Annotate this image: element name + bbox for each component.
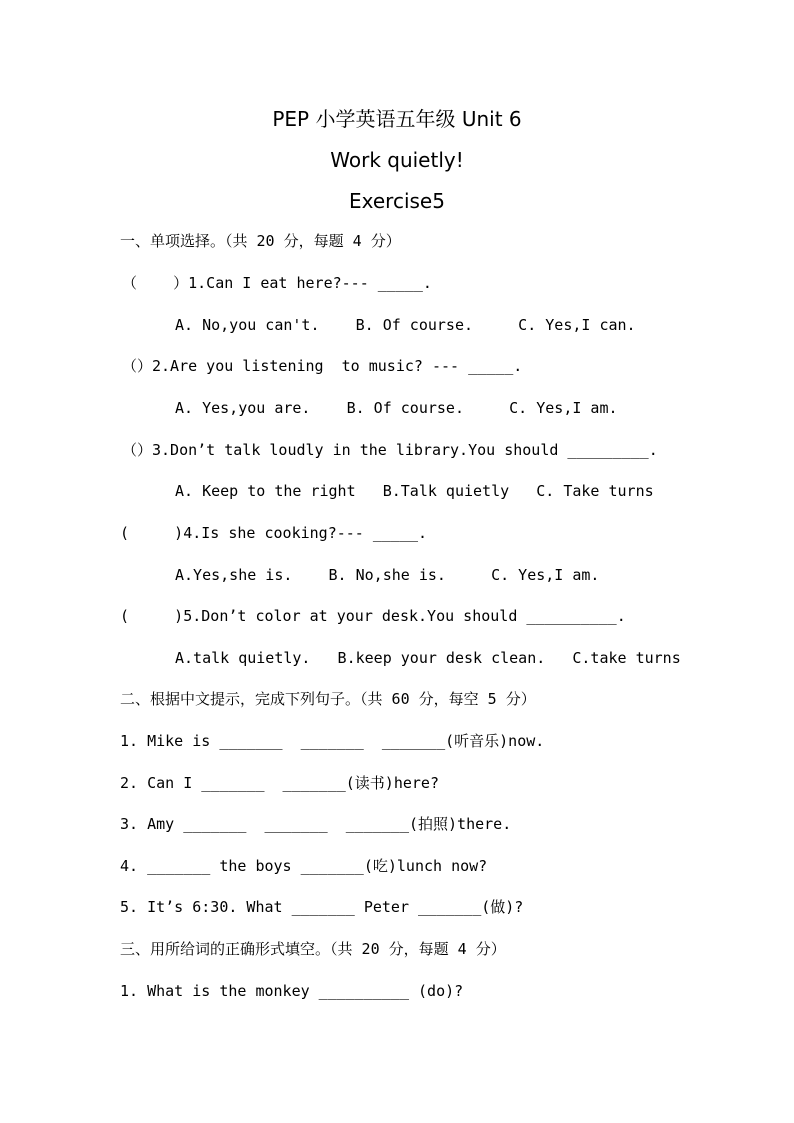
question-1-options: A. No,you can't. B. Of course. C. Yes,I can. [175, 316, 636, 334]
section3-item-1: 1. What is the monkey __________ (do)? [120, 982, 464, 1000]
unit-subtitle: Work quietly! [330, 148, 464, 172]
section2-item-4: 4. _______ the boys _______(吃)lunch now? [120, 857, 488, 875]
exercise-label: Exercise5 [349, 189, 445, 213]
question-3-stem: （）3.Don’t talk loudly in the library.You should _________. [122, 441, 658, 459]
question-5-options: A.talk quietly. B.keep your desk clean. C.take turns [175, 649, 681, 667]
question-4-stem: ( )4.Is she cooking?--- _____. [120, 524, 428, 542]
section1-heading: 一、单项选择。（共 20 分，每题 4 分） [120, 232, 401, 250]
question-2-options: A. Yes,you are. B. Of course. C. Yes,I am. [175, 399, 618, 417]
question-1-stem: （ ）1.Can I eat here?--- _____. [122, 274, 432, 292]
section2-item-1: 1. Mike is _______ _______ _______(听音乐)now. [120, 732, 545, 750]
section2-item-3: 3. Amy _______ _______ _______(拍照)there. [120, 815, 512, 833]
section3-heading: 三、用所给词的正确形式填空。（共 20 分，每题 4 分） [120, 940, 506, 958]
question-3-options: A. Keep to the right B.Talk quietly C. Take turns [175, 482, 654, 500]
question-2-stem: （）2.Are you listening to music? --- _____. [122, 357, 523, 375]
section2-heading: 二、根据中文提示，完成下列句子。（共 60 分，每空 5 分） [120, 690, 536, 708]
question-4-options: A.Yes,she is. B. No,she is. C. Yes,I am. [175, 566, 600, 584]
section2-item-5: 5. It’s 6:30. What _______ Peter _______(做)? [120, 898, 524, 916]
worksheet-title: PEP 小学英语五年级 Unit 6 [272, 107, 522, 131]
section2-item-2: 2. Can I _______ _______(读书)here? [120, 774, 439, 792]
question-5-stem: ( )5.Don’t color at your desk.You should __________. [120, 607, 626, 625]
